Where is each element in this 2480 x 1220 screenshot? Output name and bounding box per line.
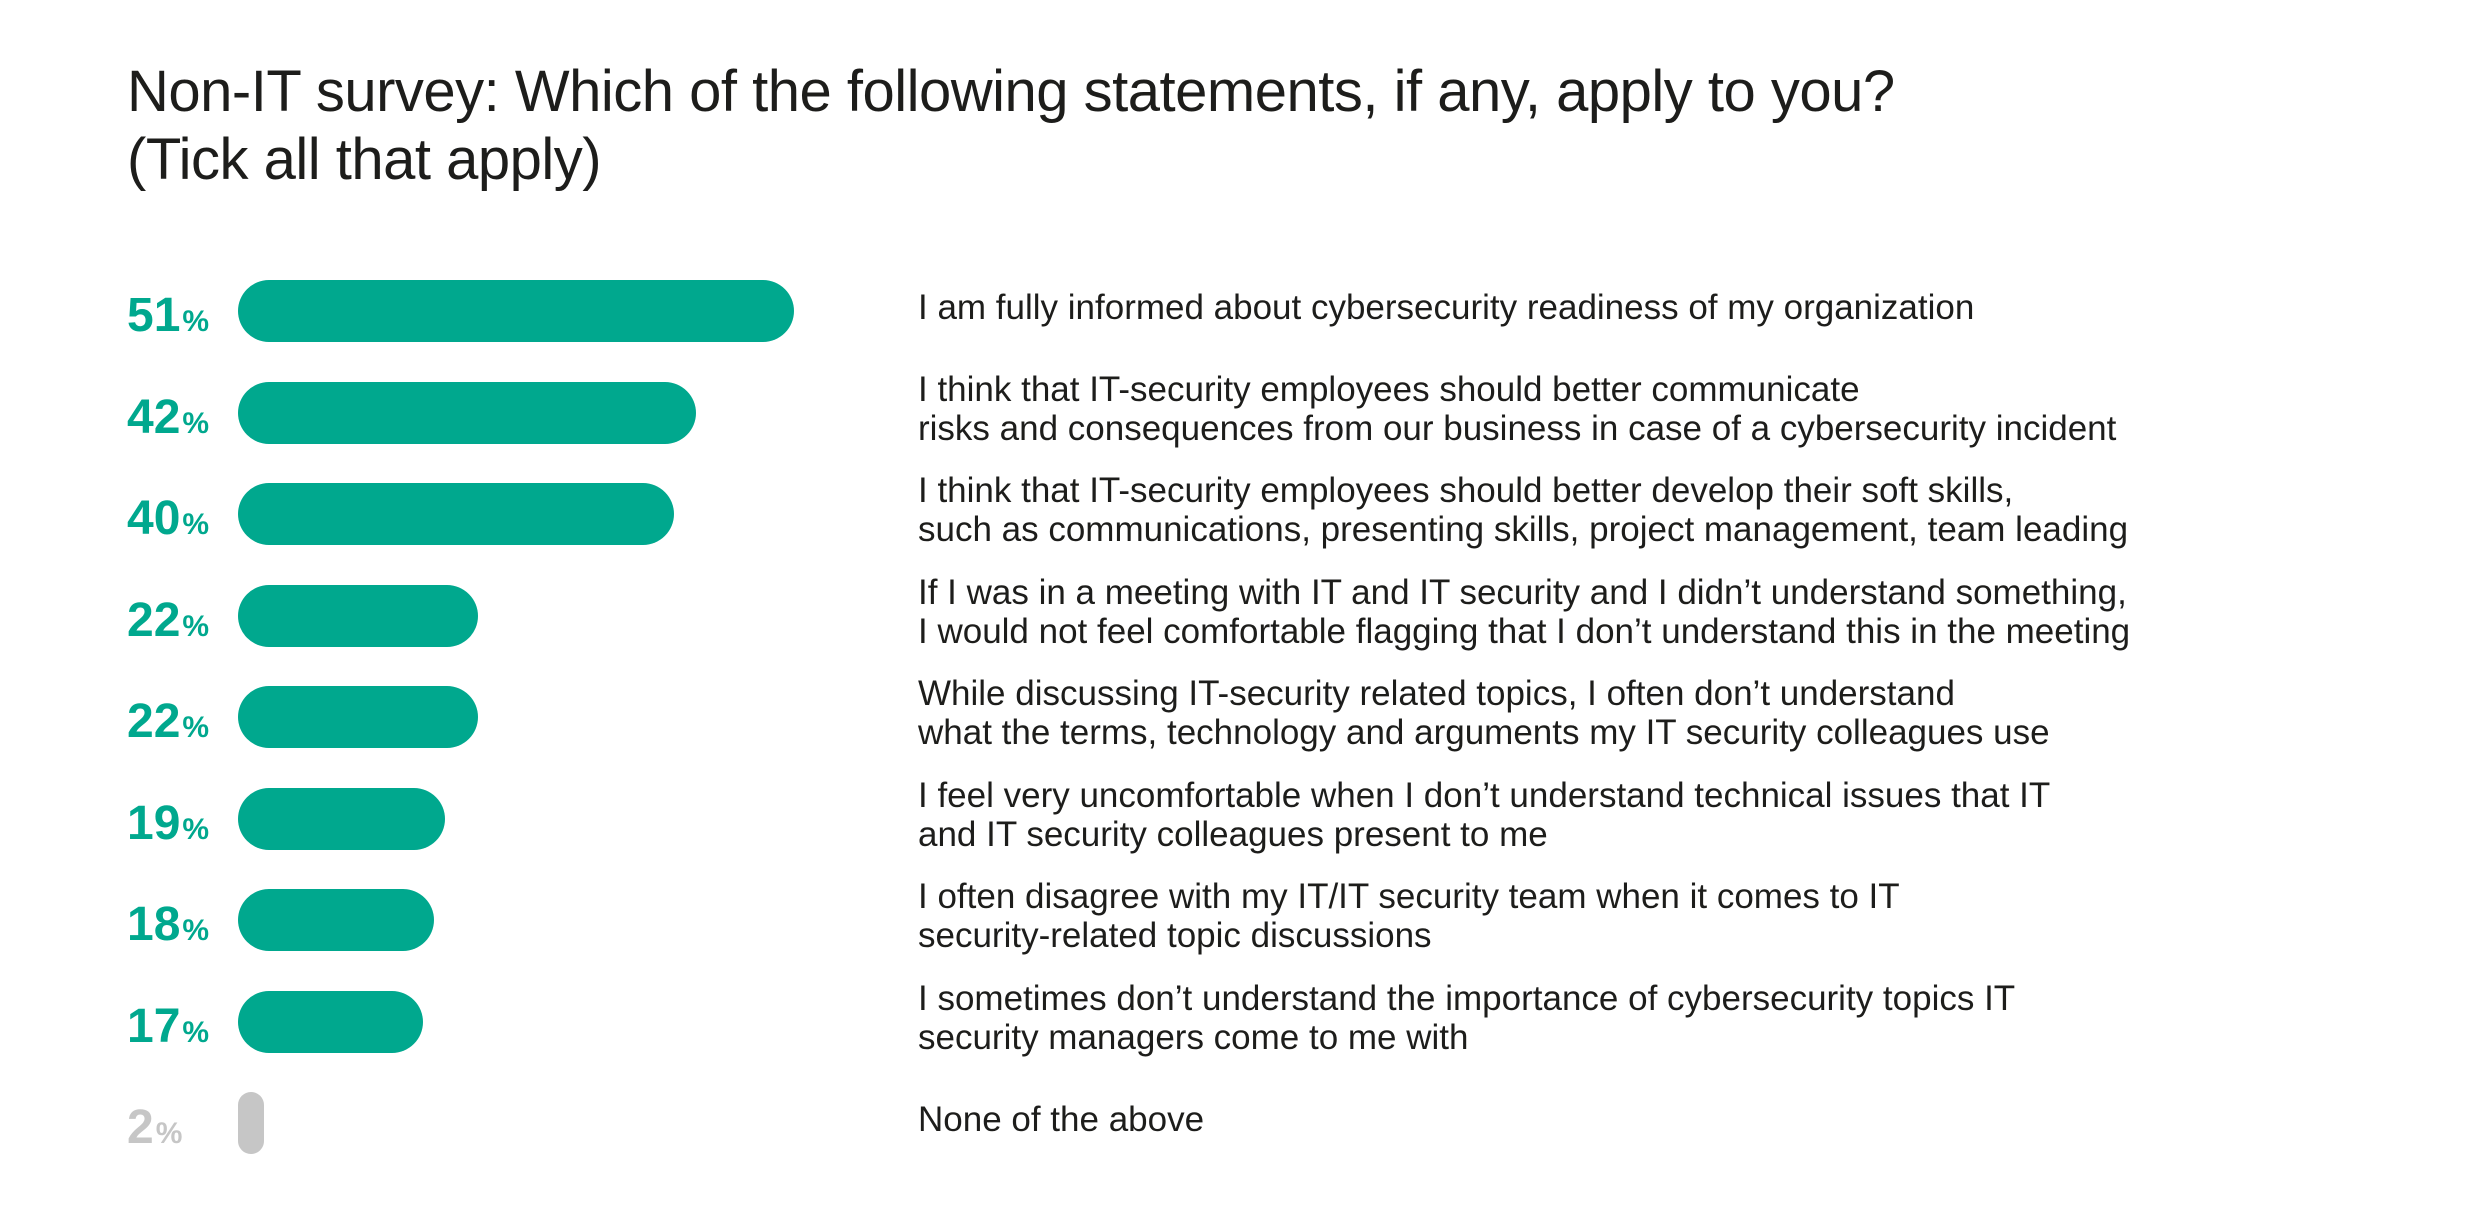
bar-value-label [127, 696, 209, 754]
bar-category-label-line: I often disagree with my IT/IT security team when it comes to IT [918, 877, 1900, 916]
bar-category-label-line: such as communications, presenting skills, project management, team leading [918, 510, 2129, 549]
bar-category-label-line: I think that IT-security employees should better develop their soft skills, [918, 471, 2014, 510]
bar-value-unit: % [182, 914, 210, 947]
bar-row [0, 978, 2480, 1073]
bar-row [0, 775, 2480, 870]
bar-category-label-line: risks and consequences from our business in case of a cybersecurity incident [918, 408, 2117, 448]
bar-category-label-line: security managers come to me with [918, 1017, 1469, 1057]
bar-category-label [918, 776, 2418, 854]
bar-category-label-line: I sometimes don’t understand the importance of cybersecurity topics IT [918, 978, 2016, 1018]
bar-category-label-line: and IT security colleagues present to me [918, 814, 1548, 854]
bar-category-label-line: security-related topic discussions [918, 916, 1432, 955]
bar-value-unit: % [155, 1117, 183, 1150]
bar-category-label-line: If I was in a meeting with IT and IT security and I didn’t understand something, [918, 572, 2127, 612]
bar-row [0, 676, 2480, 768]
bar-value-number: 22 [127, 593, 181, 647]
bar-row [0, 369, 2480, 464]
bar-category-label-line: I am fully informed about cybersecurity readiness of my organization [918, 288, 1975, 327]
bar-category-label [918, 1100, 2418, 1139]
bar-value-label [127, 290, 209, 348]
bar-category-label-line: None of the above [918, 1100, 1205, 1139]
bar [238, 585, 478, 647]
bar-row [0, 1082, 2480, 1174]
bar-category-label-line: I feel very uncomfortable when I don’t understand technical issues that IT [918, 775, 2051, 815]
chart-title-line: Non-IT survey: Which of the following statements, if any, apply to you? [127, 59, 1895, 124]
bar-category-label [918, 573, 2418, 651]
bar [238, 483, 674, 545]
bar-value-unit: % [182, 812, 210, 846]
bar-value-number: 40 [127, 492, 181, 545]
bar [238, 382, 696, 444]
bar-value-number: 18 [127, 898, 181, 951]
bar-value-number: 22 [127, 695, 181, 748]
bar-category-label-line: I think that IT-security employees should better communicate [918, 369, 1860, 409]
bar [238, 991, 423, 1053]
bar-value-unit: % [182, 1015, 210, 1049]
chart-subtitle: (Tick all that apply) [127, 127, 602, 192]
bar-category-label-line: what the terms, technology and arguments my IT security colleagues use [918, 713, 2050, 752]
bar-category-label [918, 471, 2418, 549]
bar-value-number: 19 [127, 796, 181, 850]
bar-category-label [918, 979, 2418, 1057]
bar-value-number: 42 [127, 390, 181, 444]
bar-value-unit: % [182, 609, 210, 643]
bar-category-label [918, 877, 2418, 955]
bar-row [0, 879, 2480, 971]
bar-value-label [127, 1102, 182, 1160]
bar-row [0, 270, 2480, 362]
bar-category-label-line: While discussing IT-security related topics, I often don’t understand [918, 674, 1955, 713]
bar-value-unit: % [182, 711, 210, 744]
bar-value-label [127, 1001, 209, 1059]
bar-value-label [127, 392, 209, 450]
bar-value-label [127, 595, 209, 653]
bar [238, 1092, 264, 1154]
bar-value-number: 2 [127, 1101, 154, 1154]
bar-value-unit: % [182, 406, 210, 440]
bar-category-label [918, 288, 2418, 327]
bar-value-number: 51 [127, 289, 181, 342]
bar-category-label [918, 370, 2418, 448]
bar-value-unit: % [182, 305, 210, 338]
bar [238, 280, 794, 342]
bar-row [0, 473, 2480, 565]
bar-row [0, 572, 2480, 667]
bar-value-label [127, 493, 209, 551]
bar [238, 788, 445, 850]
bar-value-number: 17 [127, 999, 181, 1053]
bar-value-label [127, 798, 209, 856]
bar [238, 686, 478, 748]
bar [238, 889, 434, 951]
bar-value-unit: % [182, 508, 210, 541]
bar-category-label [918, 674, 2418, 752]
bar-value-label [127, 899, 209, 957]
bar-category-label-line: I would not feel comfortable flagging that I don’t understand this in the meeting [918, 611, 2131, 651]
